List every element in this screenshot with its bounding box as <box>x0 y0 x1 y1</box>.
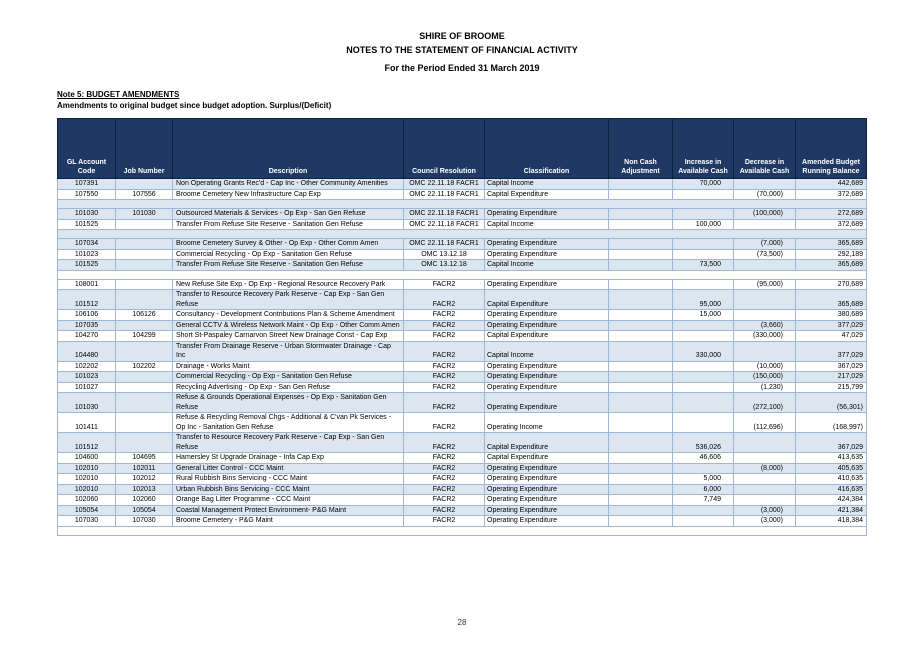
council-resolution-cell: FACR2 <box>404 463 485 474</box>
job-number-cell: 104695 <box>116 453 173 464</box>
gl-code-cell: 102010 <box>58 463 116 474</box>
description-cell: Short St-Paspaley Carnarvon Street New Drainage Const - Cap Exp <box>173 331 404 342</box>
gl-code-cell: 101030 <box>58 393 116 413</box>
table-row <box>58 310 867 321</box>
council-resolution-cell: FACR2 <box>404 361 485 372</box>
note-block <box>57 89 924 111</box>
table-row <box>58 474 867 485</box>
council-resolution-cell: FACR2 <box>404 290 485 310</box>
gl-code-cell: 108001 <box>58 279 116 290</box>
job-number-cell <box>116 413 173 433</box>
council-resolution-cell: FACR2 <box>404 433 485 453</box>
budget-amendments-table <box>57 118 867 536</box>
balance-cell: 424,384 <box>796 495 867 506</box>
balance-cell: 367,029 <box>796 361 867 372</box>
classification-cell: Operating Expenditure <box>485 320 609 331</box>
column-header: GL Account Code <box>58 119 116 179</box>
table-row <box>58 249 867 260</box>
spacer-cell <box>58 200 867 209</box>
job-number-cell <box>116 320 173 331</box>
classification-cell: Capital Income <box>485 341 609 361</box>
balance-cell: 421,384 <box>796 505 867 516</box>
increase-cell <box>673 249 734 260</box>
decrease-cell <box>734 260 796 271</box>
classification-cell: Operating Income <box>485 413 609 433</box>
increase-cell: 5,000 <box>673 474 734 485</box>
classification-cell: Operating Expenditure <box>485 393 609 413</box>
decrease-cell: (3,660) <box>734 320 796 331</box>
table-row <box>58 341 867 361</box>
balance-cell: 270,689 <box>796 279 867 290</box>
increase-cell <box>673 505 734 516</box>
balance-cell: (168,997) <box>796 413 867 433</box>
council-resolution-cell: FACR2 <box>404 341 485 361</box>
gl-code-cell: 104600 <box>58 453 116 464</box>
gl-code-cell: 107391 <box>58 179 116 190</box>
decrease-cell <box>734 290 796 310</box>
decrease-cell <box>734 433 796 453</box>
job-number-cell: 102013 <box>116 484 173 495</box>
classification-cell: Operating Expenditure <box>485 361 609 372</box>
increase-cell: 7,749 <box>673 495 734 506</box>
header-row <box>58 119 867 179</box>
table-row <box>58 372 867 383</box>
description-cell: Broome Cemetery Survey & Other - Op Exp - Other Comm Amen <box>173 239 404 250</box>
non-cash-adjustment-cell <box>609 516 673 527</box>
decrease-cell: (73,500) <box>734 249 796 260</box>
gl-code-cell: 101030 <box>58 209 116 220</box>
increase-cell <box>673 393 734 413</box>
non-cash-adjustment-cell <box>609 505 673 516</box>
non-cash-adjustment-cell <box>609 433 673 453</box>
decrease-cell: (112,696) <box>734 413 796 433</box>
description-cell: Outsourced Materials & Services - Op Exp - San Gen Refuse <box>173 209 404 220</box>
job-number-cell <box>116 290 173 310</box>
balance-cell: 365,689 <box>796 239 867 250</box>
classification-cell: Operating Expenditure <box>485 505 609 516</box>
column-header: Council Resolution <box>404 119 485 179</box>
balance-cell: 405,635 <box>796 463 867 474</box>
balance-cell: 410,635 <box>796 474 867 485</box>
balance-cell: 418,384 <box>796 516 867 527</box>
decrease-cell <box>734 310 796 321</box>
council-resolution-cell: FACR2 <box>404 474 485 485</box>
non-cash-adjustment-cell <box>609 209 673 220</box>
non-cash-adjustment-cell <box>609 413 673 433</box>
balance-cell: (56,301) <box>796 393 867 413</box>
classification-cell: Operating Expenditure <box>485 249 609 260</box>
council-resolution-cell: FACR2 <box>404 372 485 383</box>
increase-cell: 536,026 <box>673 433 734 453</box>
non-cash-adjustment-cell <box>609 249 673 260</box>
council-resolution-cell: FACR2 <box>404 320 485 331</box>
job-number-cell <box>116 179 173 190</box>
table-row <box>58 179 867 190</box>
decrease-cell: (100,000) <box>734 209 796 220</box>
job-number-cell: 102202 <box>116 361 173 372</box>
balance-cell: 416,635 <box>796 484 867 495</box>
job-number-cell <box>116 341 173 361</box>
column-header: Job Number <box>116 119 173 179</box>
table-row <box>58 495 867 506</box>
council-resolution-cell: FACR2 <box>404 331 485 342</box>
decrease-cell: (3,000) <box>734 516 796 527</box>
non-cash-adjustment-cell <box>609 239 673 250</box>
classification-cell: Capital Expenditure <box>485 189 609 200</box>
increase-cell <box>673 463 734 474</box>
decrease-cell: (10,000) <box>734 361 796 372</box>
balance-cell: 292,189 <box>796 249 867 260</box>
job-number-cell <box>116 260 173 271</box>
classification-cell: Capital Income <box>485 219 609 230</box>
decrease-cell <box>734 474 796 485</box>
decrease-cell: (70,000) <box>734 189 796 200</box>
non-cash-adjustment-cell <box>609 310 673 321</box>
non-cash-adjustment-cell <box>609 474 673 485</box>
description-cell: Broome Cemetery New Infrastructure Cap Exp <box>173 189 404 200</box>
non-cash-adjustment-cell <box>609 320 673 331</box>
spacer-cell <box>58 526 867 535</box>
council-resolution-cell: OMC 22.11.18 FACR1 <box>404 179 485 190</box>
document-header <box>0 0 924 73</box>
balance-cell: 365,689 <box>796 260 867 271</box>
balance-cell: 47,029 <box>796 331 867 342</box>
column-header: Amended Budget Running Balance <box>796 119 867 179</box>
description-cell: Rural Rubbish Bins Servicing - CCC Maint <box>173 474 404 485</box>
job-number-cell: 106126 <box>116 310 173 321</box>
decrease-cell: (7,000) <box>734 239 796 250</box>
job-number-cell: 101030 <box>116 209 173 220</box>
non-cash-adjustment-cell <box>609 372 673 383</box>
classification-cell: Operating Expenditure <box>485 516 609 527</box>
council-resolution-cell: FACR2 <box>404 484 485 495</box>
spacer-row <box>58 270 867 279</box>
description-cell: Urban Rubbish Bins Servicing - CCC Maint <box>173 484 404 495</box>
non-cash-adjustment-cell <box>609 495 673 506</box>
decrease-cell <box>734 453 796 464</box>
gl-code-cell: 101411 <box>58 413 116 433</box>
gl-code-cell: 101525 <box>58 219 116 230</box>
job-number-cell <box>116 279 173 290</box>
gl-code-cell: 107030 <box>58 516 116 527</box>
job-number-cell <box>116 433 173 453</box>
description-cell: Consultancy - Development Contributions Plan & Scheme Amendment <box>173 310 404 321</box>
council-resolution-cell: FACR2 <box>404 413 485 433</box>
description-cell: Orange Bag Litter Programme - CCC Maint <box>173 495 404 506</box>
gl-code-cell: 101512 <box>58 433 116 453</box>
council-resolution-cell: OMC 13.12.18 <box>404 260 485 271</box>
increase-cell: 46,606 <box>673 453 734 464</box>
gl-code-cell: 104480 <box>58 341 116 361</box>
classification-cell: Operating Expenditure <box>485 310 609 321</box>
gl-code-cell: 101525 <box>58 260 116 271</box>
description-cell: Hamersley St Upgrade Drainage - Infa Cap Exp <box>173 453 404 464</box>
decrease-cell: (330,000) <box>734 331 796 342</box>
increase-cell: 70,000 <box>673 179 734 190</box>
council-resolution-cell: FACR2 <box>404 505 485 516</box>
period-line: For the Period Ended 31 March 2019 <box>384 63 540 73</box>
table-row <box>58 279 867 290</box>
job-number-cell: 102060 <box>116 495 173 506</box>
balance-cell: 272,689 <box>796 209 867 220</box>
non-cash-adjustment-cell <box>609 179 673 190</box>
classification-cell: Capital Expenditure <box>485 433 609 453</box>
decrease-cell: (8,000) <box>734 463 796 474</box>
description-cell: Broome Cemetery - P&G Maint <box>173 516 404 527</box>
non-cash-adjustment-cell <box>609 463 673 474</box>
job-number-cell: 104299 <box>116 331 173 342</box>
job-number-cell <box>116 372 173 383</box>
column-header: Increase in Available Cash <box>673 119 734 179</box>
increase-cell <box>673 382 734 393</box>
gl-code-cell: 107035 <box>58 320 116 331</box>
table-row <box>58 260 867 271</box>
job-number-cell: 107556 <box>116 189 173 200</box>
description-cell: Transfer From Refuse Site Reserve - Sanitation Gen Refuse <box>173 260 404 271</box>
table-row <box>58 239 867 250</box>
balance-cell: 372,689 <box>796 219 867 230</box>
non-cash-adjustment-cell <box>609 290 673 310</box>
non-cash-adjustment-cell <box>609 219 673 230</box>
balance-cell: 217,029 <box>796 372 867 383</box>
council-resolution-cell: FACR2 <box>404 310 485 321</box>
description-cell: Transfer From Refuse Site Reserve - Sanitation Gen Refuse <box>173 219 404 230</box>
balance-cell: 442,689 <box>796 179 867 190</box>
job-number-cell <box>116 382 173 393</box>
column-header: Description <box>173 119 404 179</box>
job-number-cell: 107030 <box>116 516 173 527</box>
increase-cell <box>673 516 734 527</box>
decrease-cell: (272,100) <box>734 393 796 413</box>
council-resolution-cell: OMC 13.12.18 <box>404 249 485 260</box>
gl-code-cell: 101023 <box>58 249 116 260</box>
decrease-cell: (95,000) <box>734 279 796 290</box>
increase-cell: 6,000 <box>673 484 734 495</box>
council-resolution-cell: FACR2 <box>404 453 485 464</box>
table-row <box>58 382 867 393</box>
council-resolution-cell: FACR2 <box>404 516 485 527</box>
spacer-row <box>58 230 867 239</box>
table-row <box>58 393 867 413</box>
column-header: Decrease in Available Cash <box>734 119 796 179</box>
decrease-cell <box>734 341 796 361</box>
classification-cell: Operating Expenditure <box>485 474 609 485</box>
increase-cell <box>673 189 734 200</box>
non-cash-adjustment-cell <box>609 382 673 393</box>
gl-code-cell: 105054 <box>58 505 116 516</box>
non-cash-adjustment-cell <box>609 331 673 342</box>
non-cash-adjustment-cell <box>609 361 673 372</box>
balance-cell: 377,029 <box>796 341 867 361</box>
table-row <box>58 290 867 310</box>
table-row <box>58 361 867 372</box>
table-row <box>58 453 867 464</box>
note-title: Note 5: BUDGET AMENDMENTS <box>57 90 180 99</box>
balance-cell: 377,029 <box>796 320 867 331</box>
non-cash-adjustment-cell <box>609 260 673 271</box>
increase-cell: 15,000 <box>673 310 734 321</box>
job-number-cell: 105054 <box>116 505 173 516</box>
gl-code-cell: 102060 <box>58 495 116 506</box>
increase-cell <box>673 413 734 433</box>
description-cell: Refuse & Grounds Operational Expenses - Op Exp - Sanitation Gen Refuse <box>173 393 404 413</box>
classification-cell: Operating Expenditure <box>485 209 609 220</box>
council-resolution-cell: OMC 22.11.18 FACR1 <box>404 209 485 220</box>
decrease-cell <box>734 179 796 190</box>
classification-cell: Operating Expenditure <box>485 279 609 290</box>
table-row <box>58 209 867 220</box>
description-cell: Recycling Advertising - Op Exp - San Gen Refuse <box>173 382 404 393</box>
gl-code-cell: 102202 <box>58 361 116 372</box>
table-row <box>58 433 867 453</box>
column-header: Non Cash Adjustment <box>609 119 673 179</box>
classification-cell: Operating Expenditure <box>485 463 609 474</box>
document-title: NOTES TO THE STATEMENT OF FINANCIAL ACTIVITY <box>346 45 578 55</box>
description-cell: New Refuse Site Exp - Op Exp - Regional Resource Recovery Park <box>173 279 404 290</box>
table-body <box>58 179 867 536</box>
increase-cell: 73,500 <box>673 260 734 271</box>
description-cell: Transfer to Resource Recovery Park Reserve - Cap Exp - San Gen Refuse <box>173 290 404 310</box>
spacer-row <box>58 200 867 209</box>
job-number-cell <box>116 239 173 250</box>
classification-cell: Capital Expenditure <box>485 331 609 342</box>
balance-cell: 367,029 <box>796 433 867 453</box>
increase-cell <box>673 209 734 220</box>
table-row <box>58 484 867 495</box>
description-cell: Commercial Recycling - Op Exp - Sanitation Gen Refuse <box>173 372 404 383</box>
description-cell: Commercial Recycling - Op Exp - Sanitation Gen Refuse <box>173 249 404 260</box>
gl-code-cell: 101023 <box>58 372 116 383</box>
decrease-cell <box>734 495 796 506</box>
non-cash-adjustment-cell <box>609 189 673 200</box>
council-resolution-cell: FACR2 <box>404 393 485 413</box>
description-cell: Transfer to Resource Recovery Park Reserve - Cap Exp - San Gen Refuse <box>173 433 404 453</box>
gl-code-cell: 102010 <box>58 474 116 485</box>
non-cash-adjustment-cell <box>609 341 673 361</box>
decrease-cell <box>734 219 796 230</box>
classification-cell: Operating Expenditure <box>485 382 609 393</box>
balance-cell: 380,689 <box>796 310 867 321</box>
gl-code-cell: 101027 <box>58 382 116 393</box>
increase-cell <box>673 361 734 372</box>
gl-code-cell: 101512 <box>58 290 116 310</box>
description-cell: Transfer From Drainage Reserve - Urban Stormwater Drainage - Cap Inc <box>173 341 404 361</box>
description-cell: Drainage - Works Maint <box>173 361 404 372</box>
classification-cell: Capital Income <box>485 179 609 190</box>
gl-code-cell: 102010 <box>58 484 116 495</box>
balance-cell: 413,635 <box>796 453 867 464</box>
balance-cell: 365,689 <box>796 290 867 310</box>
table-row <box>58 505 867 516</box>
gl-code-cell: 106106 <box>58 310 116 321</box>
non-cash-adjustment-cell <box>609 484 673 495</box>
table-row <box>58 320 867 331</box>
spacer-cell <box>58 270 867 279</box>
council-resolution-cell: FACR2 <box>404 495 485 506</box>
increase-cell: 95,000 <box>673 290 734 310</box>
description-cell: Refuse & Recycling Removal Chgs - Additional & C'van Pk Services - Op Inc - Sanitation Gen Refuse <box>173 413 404 433</box>
council-resolution-cell: OMC 22.11.18 FACR1 <box>404 189 485 200</box>
council-resolution-cell: OMC 22.11.18 FACR1 <box>404 219 485 230</box>
table-row <box>58 463 867 474</box>
table-row <box>58 331 867 342</box>
page-number: 28 <box>457 618 467 627</box>
classification-cell: Operating Expenditure <box>485 372 609 383</box>
increase-cell: 330,000 <box>673 341 734 361</box>
org-title: SHIRE OF BROOME <box>419 31 505 41</box>
classification-cell: Capital Income <box>485 260 609 271</box>
job-number-cell <box>116 249 173 260</box>
non-cash-adjustment-cell <box>609 279 673 290</box>
gl-code-cell: 104270 <box>58 331 116 342</box>
job-number-cell <box>116 219 173 230</box>
description-cell: General Litter Control - CCC Maint <box>173 463 404 474</box>
classification-cell: Operating Expenditure <box>485 239 609 250</box>
job-number-cell <box>116 393 173 413</box>
description-cell: General CCTV & Wireless Network Maint - Op Exp - Other Comm Amen <box>173 320 404 331</box>
gl-code-cell: 107034 <box>58 239 116 250</box>
decrease-cell: (3,000) <box>734 505 796 516</box>
council-resolution-cell: OMC 22.11.18 FACR1 <box>404 239 485 250</box>
classification-cell: Capital Expenditure <box>485 290 609 310</box>
classification-cell: Operating Expenditure <box>485 495 609 506</box>
job-number-cell: 102011 <box>116 463 173 474</box>
table-header <box>58 119 867 179</box>
balance-cell: 215,799 <box>796 382 867 393</box>
increase-cell: 100,000 <box>673 219 734 230</box>
job-number-cell: 102012 <box>116 474 173 485</box>
council-resolution-cell: FACR2 <box>404 382 485 393</box>
table-row <box>58 189 867 200</box>
non-cash-adjustment-cell <box>609 393 673 413</box>
spacer-row <box>58 526 867 535</box>
increase-cell <box>673 372 734 383</box>
spacer-cell <box>58 230 867 239</box>
description-cell: Non Operating Grants Rec'd - Cap Inc - Other Community Amenities <box>173 179 404 190</box>
classification-cell: Operating Expenditure <box>485 484 609 495</box>
balance-cell: 372,689 <box>796 189 867 200</box>
table-row <box>58 413 867 433</box>
classification-cell: Capital Expenditure <box>485 453 609 464</box>
gl-code-cell: 107550 <box>58 189 116 200</box>
column-header: Classification <box>485 119 609 179</box>
increase-cell <box>673 239 734 250</box>
note-subtitle: Amendments to original budget since budget adoption. Surplus/(Deficit) <box>57 101 332 110</box>
decrease-cell: (150,000) <box>734 372 796 383</box>
increase-cell <box>673 320 734 331</box>
increase-cell <box>673 331 734 342</box>
decrease-cell <box>734 484 796 495</box>
increase-cell <box>673 279 734 290</box>
table-row <box>58 219 867 230</box>
non-cash-adjustment-cell <box>609 453 673 464</box>
council-resolution-cell: FACR2 <box>404 279 485 290</box>
description-cell: Coastal Management Protect Environment- P&G Maint <box>173 505 404 516</box>
table-row <box>58 516 867 527</box>
decrease-cell: (1,230) <box>734 382 796 393</box>
